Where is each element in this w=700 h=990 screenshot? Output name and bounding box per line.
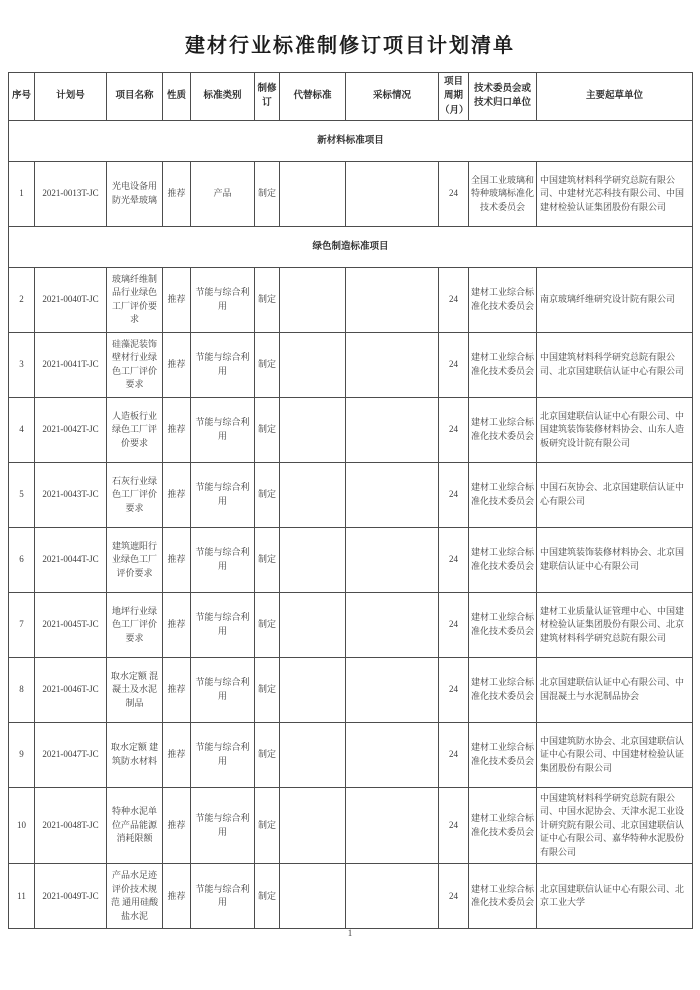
table-row xyxy=(9,527,693,592)
cell-project-name: 特种水泥单位产品能源消耗限额 xyxy=(107,787,163,864)
table-row xyxy=(9,657,693,722)
cell-drafting-units: 中国石灰协会、北京国建联信认证中心有限公司 xyxy=(537,462,693,527)
cell-revision-type: 制定 xyxy=(255,397,280,462)
cell-standard-category: 节能与综合利用 xyxy=(191,657,255,722)
cell-revision-type: 制定 xyxy=(255,267,280,332)
cell-project-name: 石灰行业绿色工厂评价要求 xyxy=(107,462,163,527)
table-header-row xyxy=(9,73,693,121)
cell-nature: 推荐 xyxy=(163,657,191,722)
cell-technical-committee: 建材工业综合标准化技术委员会 xyxy=(469,722,537,787)
cell-replaced-standard xyxy=(280,864,346,929)
cell-revision-type: 制定 xyxy=(255,787,280,864)
cell-project-name: 取水定额 建筑防水材料 xyxy=(107,722,163,787)
col-header-replaced-standard: 代替标准 xyxy=(280,73,346,121)
col-header-nature: 性质 xyxy=(163,73,191,121)
cell-period-months: 24 xyxy=(439,462,469,527)
cell-drafting-units: 中国建筑装饰装修材料协会、北京国建联信认证中心有限公司 xyxy=(537,527,693,592)
cell-project-name: 人造板行业绿色工厂评价要求 xyxy=(107,397,163,462)
cell-technical-committee: 建材工业综合标准化技术委员会 xyxy=(469,527,537,592)
table-row xyxy=(9,787,693,864)
section-row xyxy=(9,120,693,161)
col-header-drafting-units: 主要起草单位 xyxy=(537,73,693,121)
cell-replaced-standard xyxy=(280,462,346,527)
cell-drafting-units: 北京国建联信认证中心有限公司、中国建筑装饰装修材料协会、山东人造板研究设计院有限公司 xyxy=(537,397,693,462)
cell-no: 3 xyxy=(9,332,35,397)
table-row xyxy=(9,397,693,462)
col-header-no: 序号 xyxy=(9,73,35,121)
col-header-project-name: 项目名称 xyxy=(107,73,163,121)
cell-replaced-standard xyxy=(280,787,346,864)
cell-nature: 推荐 xyxy=(163,527,191,592)
page-title: 建材行业标准制修订项目计划清单 xyxy=(185,35,515,57)
cell-standard-category: 节能与综合利用 xyxy=(191,462,255,527)
cell-drafting-units: 北京国建联信认证中心有限公司、中国混凝土与水泥制品协会 xyxy=(537,657,693,722)
cell-no: 4 xyxy=(9,397,35,462)
cell-standard-category: 节能与综合利用 xyxy=(191,332,255,397)
cell-no: 9 xyxy=(9,722,35,787)
cell-project-name: 取水定额 混凝土及水泥制品 xyxy=(107,657,163,722)
cell-technical-committee: 建材工业综合标准化技术委员会 xyxy=(469,332,537,397)
cell-period-months: 24 xyxy=(439,267,469,332)
section-row xyxy=(9,226,693,267)
cell-standard-category: 产品 xyxy=(191,161,255,226)
cell-technical-committee: 建材工业综合标准化技术委员会 xyxy=(469,864,537,929)
col-header-standard-category: 标准类别 xyxy=(191,73,255,121)
cell-period-months: 24 xyxy=(439,864,469,929)
table-row xyxy=(9,332,693,397)
cell-adoption-status xyxy=(346,864,439,929)
cell-plan-no: 2021-0047T-JC xyxy=(35,722,107,787)
cell-revision-type: 制定 xyxy=(255,864,280,929)
table-row xyxy=(9,864,693,929)
cell-drafting-units: 中国建筑材料科学研究总院有限公司、北京国建联信认证中心有限公司 xyxy=(537,332,693,397)
cell-revision-type: 制定 xyxy=(255,592,280,657)
section-label: 绿色制造标准项目 xyxy=(9,226,693,267)
cell-project-name: 玻璃纤维制品行业绿色工厂评价要求 xyxy=(107,267,163,332)
cell-drafting-units: 南京玻璃纤维研究设计院有限公司 xyxy=(537,267,693,332)
cell-standard-category: 节能与综合利用 xyxy=(191,722,255,787)
cell-adoption-status xyxy=(346,161,439,226)
cell-revision-type: 制定 xyxy=(255,657,280,722)
cell-standard-category: 节能与综合利用 xyxy=(191,592,255,657)
table-row xyxy=(9,462,693,527)
cell-adoption-status xyxy=(346,397,439,462)
cell-period-months: 24 xyxy=(439,592,469,657)
table-row xyxy=(9,592,693,657)
cell-plan-no: 2021-0044T-JC xyxy=(35,527,107,592)
section-label: 新材料标准项目 xyxy=(9,120,693,161)
cell-period-months: 24 xyxy=(439,161,469,226)
cell-no: 5 xyxy=(9,462,35,527)
cell-replaced-standard xyxy=(280,722,346,787)
cell-nature: 推荐 xyxy=(163,267,191,332)
table-row xyxy=(9,267,693,332)
col-header-plan-no: 计划号 xyxy=(35,73,107,121)
cell-period-months: 24 xyxy=(439,397,469,462)
cell-nature: 推荐 xyxy=(163,462,191,527)
cell-nature: 推荐 xyxy=(163,787,191,864)
cell-plan-no: 2021-0041T-JC xyxy=(35,332,107,397)
cell-period-months: 24 xyxy=(439,527,469,592)
cell-drafting-units: 中国建筑材料科学研究总院有限公司、中国水泥协会、天津水泥工业设计研究院有限公司、北京国建联信认证中心有限公司、嘉华特种水泥股份有限公司 xyxy=(537,787,693,864)
cell-nature: 推荐 xyxy=(163,722,191,787)
cell-replaced-standard xyxy=(280,161,346,226)
cell-replaced-standard xyxy=(280,527,346,592)
col-header-period-months: 项目周期（月） xyxy=(439,73,469,121)
standard-plan-table xyxy=(8,72,693,929)
cell-revision-type: 制定 xyxy=(255,332,280,397)
cell-technical-committee: 全国工业玻璃和特种玻璃标准化技术委员会 xyxy=(469,161,537,226)
cell-project-name: 建筑遮阳行业绿色工厂评价要求 xyxy=(107,527,163,592)
cell-period-months: 24 xyxy=(439,787,469,864)
cell-no: 8 xyxy=(9,657,35,722)
cell-technical-committee: 建材工业综合标准化技术委员会 xyxy=(469,267,537,332)
cell-nature: 推荐 xyxy=(163,161,191,226)
cell-no: 1 xyxy=(9,161,35,226)
col-header-technical-committee: 技术委员会或技术归口单位 xyxy=(469,73,537,121)
cell-adoption-status xyxy=(346,267,439,332)
cell-revision-type: 制定 xyxy=(255,722,280,787)
cell-drafting-units: 建材工业质量认证管理中心、中国建材检验认证集团股份有限公司、北京建筑材料科学研究总院有限公司 xyxy=(537,592,693,657)
page-number: 1 xyxy=(347,928,353,938)
cell-drafting-units: 中国建筑防水协会、北京国建联信认证中心有限公司、中国建材检验认证集团股份有限公司 xyxy=(537,722,693,787)
cell-adoption-status xyxy=(346,787,439,864)
cell-standard-category: 节能与综合利用 xyxy=(191,267,255,332)
cell-technical-committee: 建材工业综合标准化技术委员会 xyxy=(469,787,537,864)
cell-revision-type: 制定 xyxy=(255,527,280,592)
cell-plan-no: 2021-0013T-JC xyxy=(35,161,107,226)
table-row xyxy=(9,161,693,226)
cell-technical-committee: 建材工业综合标准化技术委员会 xyxy=(469,592,537,657)
cell-adoption-status xyxy=(346,722,439,787)
cell-replaced-standard xyxy=(280,657,346,722)
cell-adoption-status xyxy=(346,527,439,592)
cell-no: 11 xyxy=(9,864,35,929)
cell-nature: 推荐 xyxy=(163,864,191,929)
cell-drafting-units: 北京国建联信认证中心有限公司、北京工业大学 xyxy=(537,864,693,929)
cell-standard-category: 节能与综合利用 xyxy=(191,787,255,864)
cell-adoption-status xyxy=(346,657,439,722)
cell-revision-type: 制定 xyxy=(255,462,280,527)
cell-plan-no: 2021-0046T-JC xyxy=(35,657,107,722)
cell-adoption-status xyxy=(346,462,439,527)
cell-nature: 推荐 xyxy=(163,592,191,657)
cell-project-name: 硅藻泥装饰壁材行业绿色工厂评价要求 xyxy=(107,332,163,397)
col-header-revision-type: 制修订 xyxy=(255,73,280,121)
cell-replaced-standard xyxy=(280,397,346,462)
cell-period-months: 24 xyxy=(439,657,469,722)
col-header-adoption-status: 采标情况 xyxy=(346,73,439,121)
cell-plan-no: 2021-0043T-JC xyxy=(35,462,107,527)
cell-standard-category: 节能与综合利用 xyxy=(191,864,255,929)
cell-project-name: 光电设备用防光晕玻璃 xyxy=(107,161,163,226)
cell-period-months: 24 xyxy=(439,722,469,787)
cell-revision-type: 制定 xyxy=(255,161,280,226)
cell-project-name: 地坪行业绿色工厂评价要求 xyxy=(107,592,163,657)
cell-plan-no: 2021-0048T-JC xyxy=(35,787,107,864)
cell-drafting-units: 中国建筑材料科学研究总院有限公司、中建材光芯科技有限公司、中国建材检验认证集团股份有限公司 xyxy=(537,161,693,226)
cell-plan-no: 2021-0042T-JC xyxy=(35,397,107,462)
cell-no: 10 xyxy=(9,787,35,864)
cell-nature: 推荐 xyxy=(163,397,191,462)
cell-no: 6 xyxy=(9,527,35,592)
cell-technical-committee: 建材工业综合标准化技术委员会 xyxy=(469,397,537,462)
cell-replaced-standard xyxy=(280,267,346,332)
cell-no: 7 xyxy=(9,592,35,657)
cell-adoption-status xyxy=(346,592,439,657)
cell-replaced-standard xyxy=(280,332,346,397)
cell-technical-committee: 建材工业综合标准化技术委员会 xyxy=(469,462,537,527)
cell-adoption-status xyxy=(346,332,439,397)
cell-plan-no: 2021-0040T-JC xyxy=(35,267,107,332)
cell-no: 2 xyxy=(9,267,35,332)
cell-standard-category: 节能与综合利用 xyxy=(191,527,255,592)
cell-plan-no: 2021-0049T-JC xyxy=(35,864,107,929)
cell-standard-category: 节能与综合利用 xyxy=(191,397,255,462)
cell-nature: 推荐 xyxy=(163,332,191,397)
cell-project-name: 产品水足迹评价技术规范 通用硅酸盐水泥 xyxy=(107,864,163,929)
table-row xyxy=(9,722,693,787)
cell-period-months: 24 xyxy=(439,332,469,397)
cell-replaced-standard xyxy=(280,592,346,657)
cell-plan-no: 2021-0045T-JC xyxy=(35,592,107,657)
cell-technical-committee: 建材工业综合标准化技术委员会 xyxy=(469,657,537,722)
